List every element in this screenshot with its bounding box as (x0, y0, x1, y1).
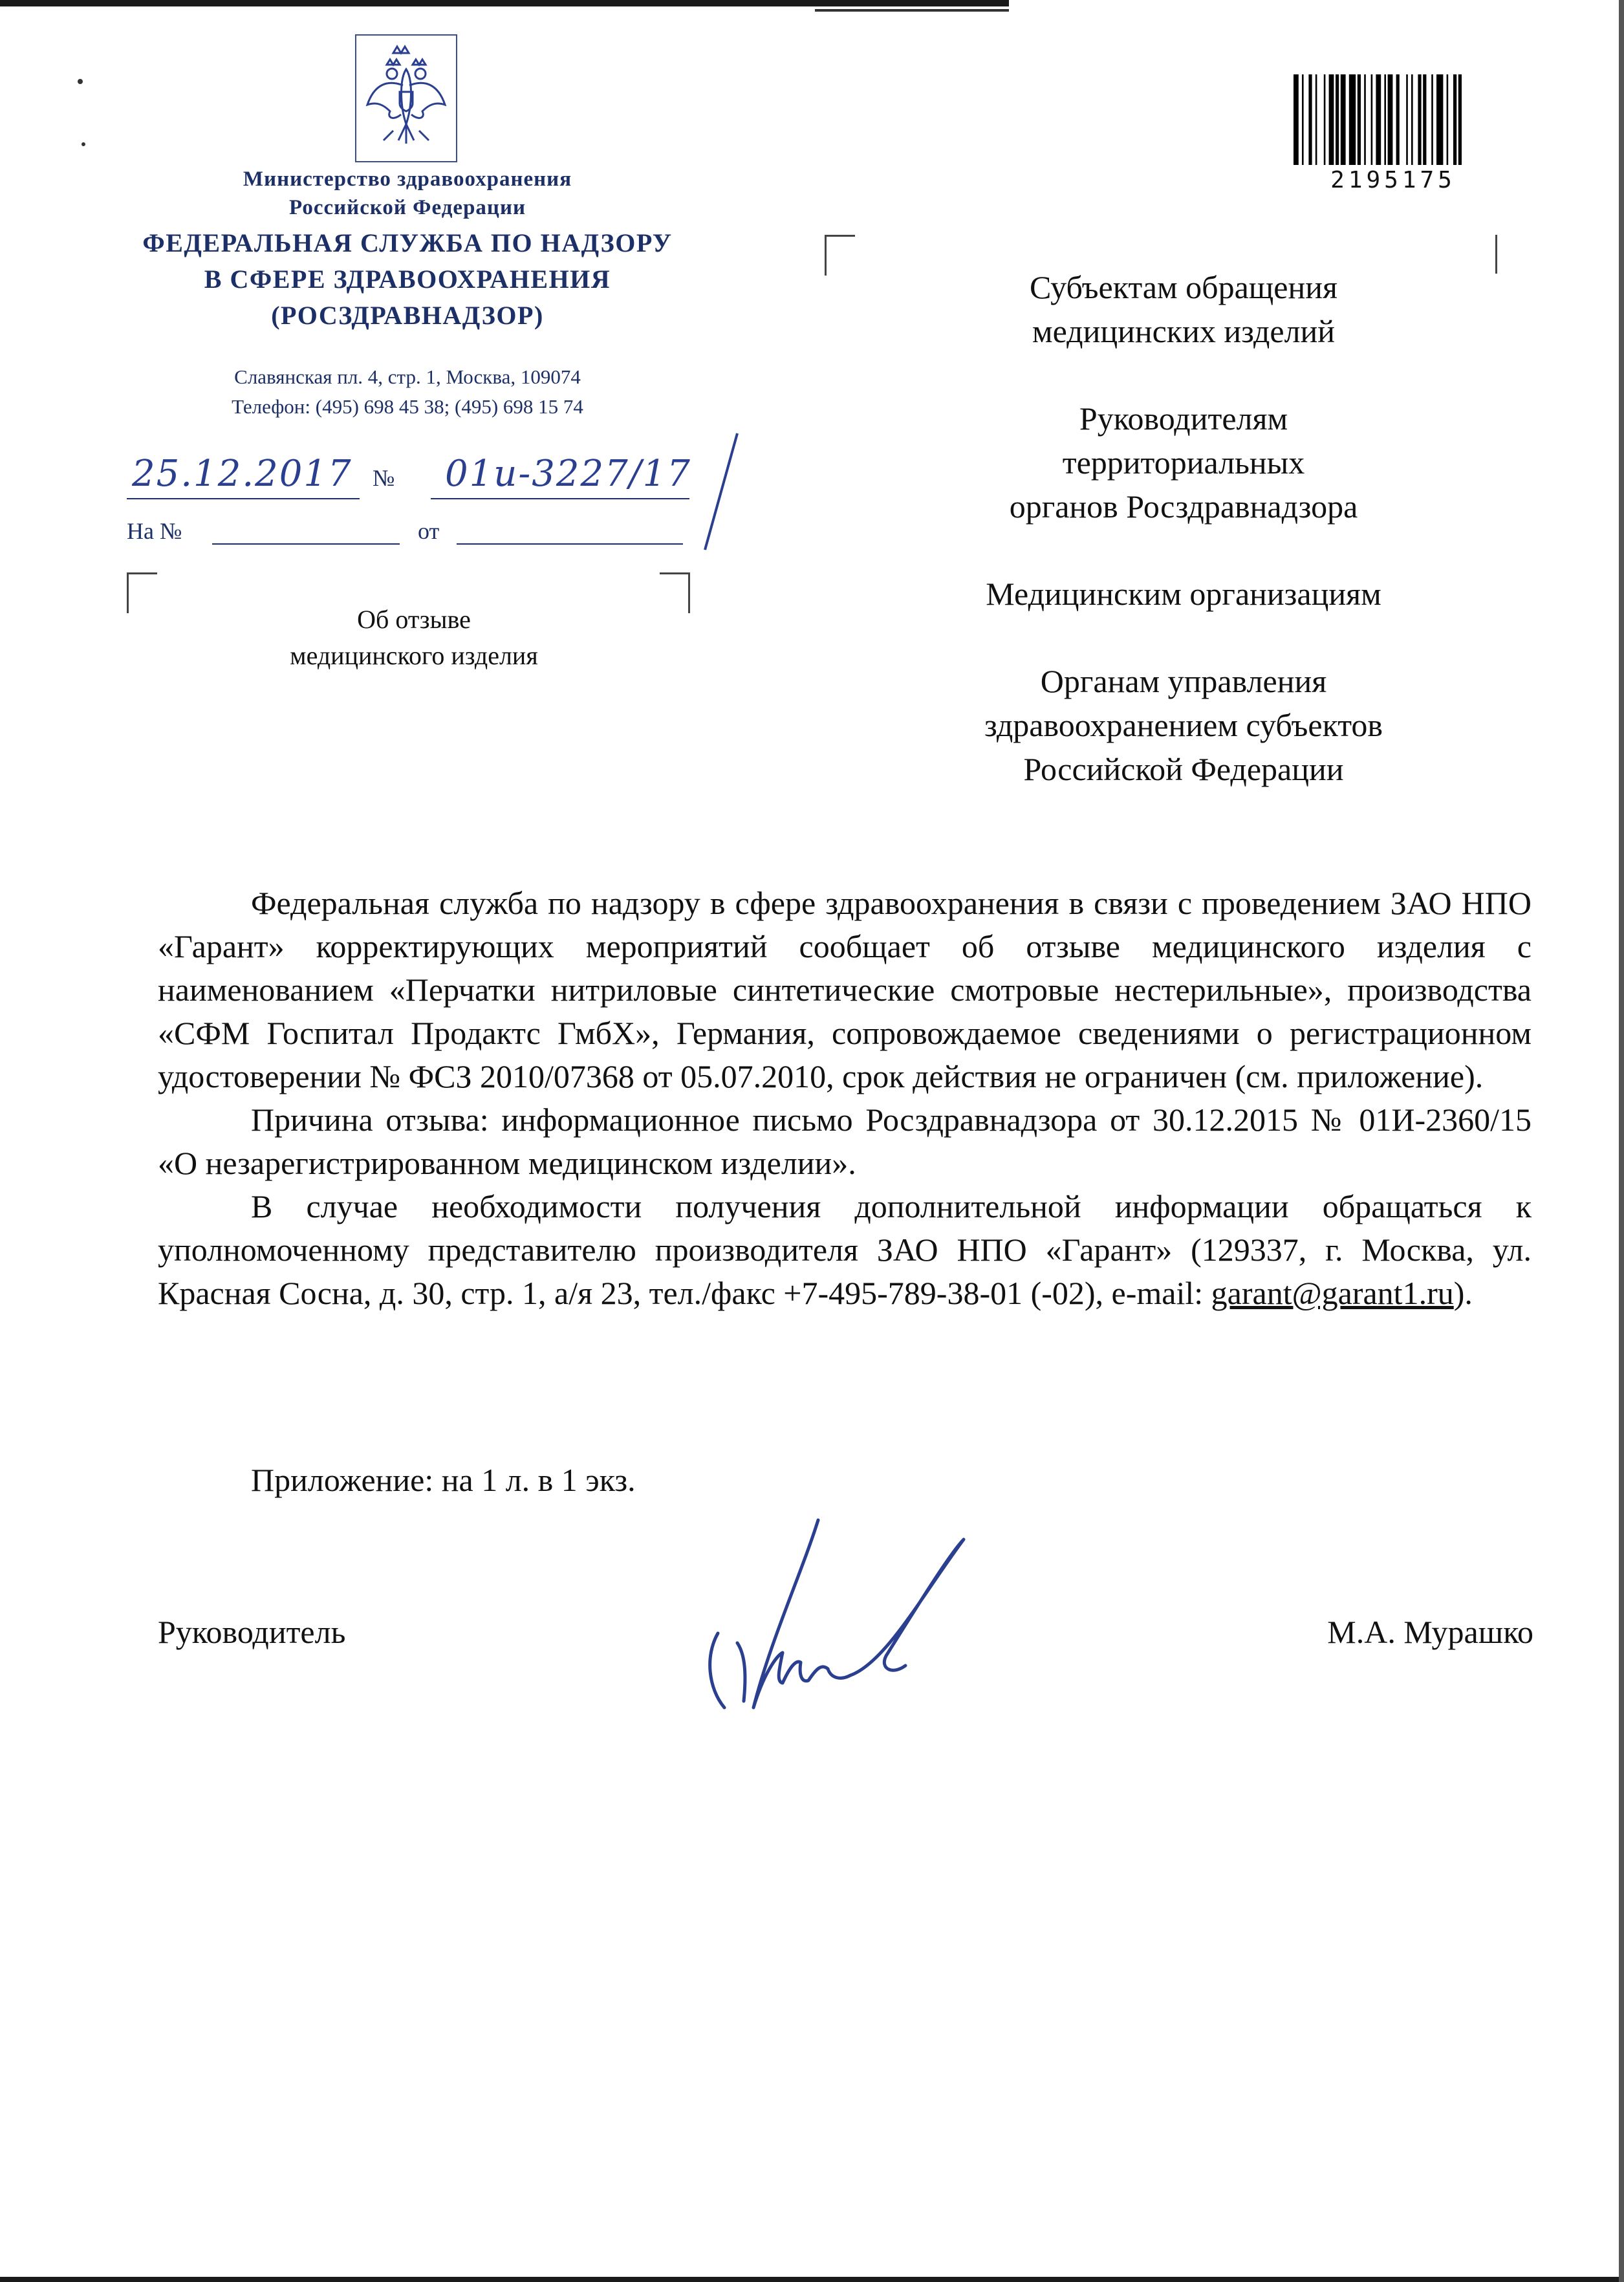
reference-line (127, 517, 709, 556)
barcode-bar (1294, 74, 1299, 165)
phone-line: Телефон: (495) 698 45 38; (495) 698 15 74 (232, 395, 583, 418)
recipients-block (893, 265, 1475, 834)
recipient-bracket-left (825, 235, 855, 276)
ministry-line: Министерство здравоохранения (243, 168, 572, 191)
barcode-number: 2195175 (1330, 167, 1456, 193)
barcode-bar (1371, 74, 1373, 165)
ministry-name (116, 165, 698, 222)
body-paragraph: Причина отзыва: информационное письмо Росздравнадзора от 30.12.2015 № 01И-2360/15 «О незарегистрированном медицинском изделии». (158, 1102, 1532, 1181)
barcode-bar (1384, 74, 1386, 165)
barcode-bar (1431, 74, 1433, 165)
recipient-bracket-right (1495, 235, 1497, 274)
letter-subject (129, 602, 698, 674)
registration-date: 25.12.2017 (132, 453, 352, 495)
body-paragraph (158, 1185, 1532, 1315)
barcode-bar (1418, 74, 1421, 165)
recipient-group (893, 397, 1475, 528)
barcode-bar (1376, 74, 1381, 165)
barcode-bar (1324, 74, 1326, 165)
registration-number: 01и-3227/17 (445, 453, 691, 495)
service-name (97, 225, 718, 334)
barcode-bar (1406, 74, 1408, 165)
service-line: В СФЕРЕ ЗДРАВООХРАНЕНИЯ (204, 265, 611, 294)
subject-line: Об отзыве (357, 605, 471, 634)
reference-date-label: от (418, 518, 440, 544)
number-underline (431, 498, 689, 499)
scan-speck (78, 79, 83, 84)
body-text: ). (1453, 1275, 1473, 1311)
recipient-group (893, 572, 1475, 616)
scan-edge-top-secondary (815, 9, 1009, 12)
recipient-group (893, 659, 1475, 791)
barcode-icon (1294, 74, 1493, 165)
recipient-line: Медицинским организациям (986, 576, 1381, 612)
recipient-line: здравоохранением субъектов (984, 707, 1383, 743)
signatory-name: М.А. Мурашко (1327, 1614, 1533, 1650)
recipient-line: Органам управления (1040, 663, 1327, 699)
barcode-bar (1308, 74, 1312, 165)
barcode-bar (1447, 74, 1449, 165)
recipient-line: медицинских изделий (1032, 313, 1336, 349)
subject-line: медицинского изделия (290, 641, 538, 670)
barcode-bar (1349, 74, 1356, 165)
barcode-bar (1364, 74, 1366, 165)
reference-number-label: На № (127, 518, 182, 544)
barcode-bar (1396, 74, 1400, 165)
ministry-line: Российской Федерации (289, 196, 526, 219)
handwritten-signature-icon (692, 1514, 977, 1727)
letter-body (158, 882, 1532, 1315)
handwritten-slash-icon (666, 430, 744, 553)
signatory-title: Руководитель (158, 1614, 346, 1650)
barcode-bar (1458, 74, 1462, 165)
scan-edge-bottom (0, 2277, 1624, 2282)
recipient-line: Субъектам обращения (1030, 269, 1337, 305)
number-sign: № (373, 465, 395, 491)
barcode-bar (1315, 74, 1317, 165)
barcode-bar (1336, 74, 1339, 165)
barcode-bar (1436, 74, 1443, 165)
attachment-note: Приложение: на 1 л. в 1 экз. (251, 1462, 636, 1498)
barcode-bar (1411, 74, 1413, 165)
barcode-bar (1453, 74, 1456, 165)
recipient-line: Руководителям (1079, 400, 1288, 437)
barcode-bar (1302, 74, 1304, 165)
recipient-line: органов Росздравнадзора (1009, 488, 1358, 525)
scan-edge-top (0, 0, 1009, 6)
coat-of-arms-icon (354, 34, 458, 163)
reference-number-blank (212, 543, 400, 545)
barcode-bar (1388, 74, 1393, 165)
barcode-bar (1329, 74, 1334, 165)
email-link[interactable]: garant@garant1.ru (1211, 1275, 1454, 1311)
reference-date-blank (457, 543, 683, 545)
body-paragraph: Федеральная служба по надзору в сфере здравоохранения в связи с проведением ЗАО НПО «Гарант» корректирующих мероприятий сообщает об отзыве медицинского изделия с наименованием «Перчатки нитриловые синтетические смотровые нестерильные», производства «СФМ Госпитал Продактс ГмбХ», Германия, сопровождаемое сведениями о регистрационном удостоверении № ФСЗ 2010/07368 от 05.07.2010, срок действия не ограничен (см. приложение). (158, 885, 1532, 1094)
barcode-bar (1341, 74, 1346, 165)
service-line: (РОСЗДРАВНАДЗОР) (271, 301, 544, 330)
scan-speck (81, 142, 85, 146)
date-underline (127, 498, 360, 499)
recipient-group (893, 265, 1475, 353)
barcode-bar (1358, 74, 1361, 165)
recipient-line: Российской Федерации (1023, 751, 1344, 787)
body-text: В случае необходимости получения дополнительной информации обращаться к уполномоченному представителю производителя ЗАО НПО «Гарант» (129337, г. Москва, ул. Красная Сосна, д. 30, стр. 1, а/я 23, тел./факс +7-495-789-38-01 (-02), e-mail: (158, 1188, 1532, 1311)
service-line: ФЕДЕРАЛЬНАЯ СЛУЖБА ПО НАДЗОРУ (142, 228, 673, 257)
scan-edge-right (1619, 0, 1624, 2282)
barcode-bar (1423, 74, 1426, 165)
sender-address (116, 362, 698, 422)
recipient-line: территориальных (1062, 444, 1305, 481)
address-line: Славянская пл. 4, стр. 1, Москва, 109074 (234, 365, 581, 388)
